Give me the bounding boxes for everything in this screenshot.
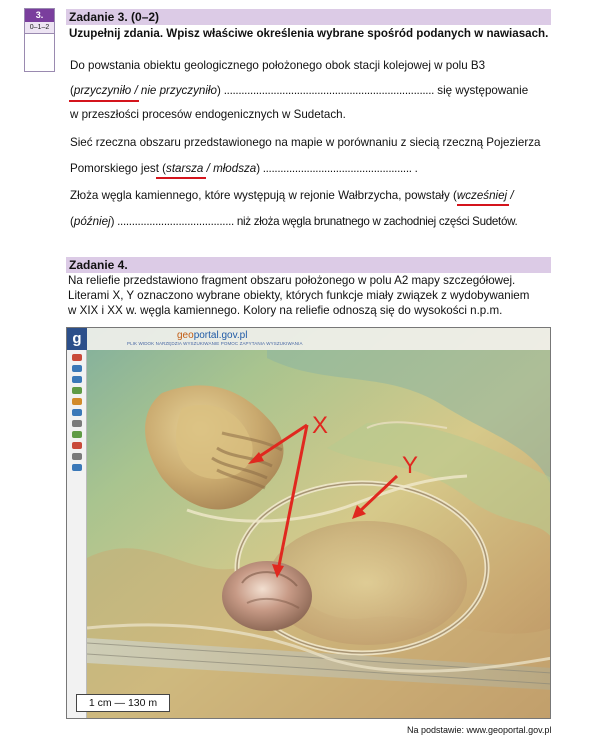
task4-text-line3: w XIX i XX w. węgla kamiennego. Kolory na reliefie odnoszą się do wysokości n.p.m. — [68, 304, 503, 317]
option-wczesniej[interactable]: wcześniej — [457, 189, 507, 202]
sentence1-line3: w przeszłości procesów endogenicznych w Sudetach. — [70, 108, 346, 121]
geoportal-menu[interactable]: PLIK WIDOK NARZĘDZIA WYSZUKIWANIE POMOC ZAPYTANIA WYSZUKIWANIA — [127, 341, 303, 346]
option-starsza[interactable]: starsza — [166, 162, 203, 175]
info-icon[interactable] — [72, 409, 82, 416]
zoom-in-icon[interactable] — [72, 365, 82, 372]
zoom-out-icon[interactable] — [72, 376, 82, 383]
label-y: Y — [402, 452, 419, 479]
sentence3-line2: (później) ........................................ niż złoża węgla brunatnego w zachodniej części Sudetów. — [70, 215, 518, 228]
map-topbar — [87, 328, 551, 350]
help-icon[interactable] — [72, 464, 82, 471]
print-icon[interactable] — [72, 431, 82, 438]
source-note: Na podstawie: www.geoportal.gov.pl — [407, 725, 552, 735]
score-box — [24, 8, 55, 72]
pan-icon[interactable] — [72, 354, 82, 361]
answer-blank-1[interactable]: ........................................................................ — [220, 84, 435, 97]
draw-icon[interactable] — [72, 442, 82, 449]
option-przyczynilo[interactable]: przyczyniło — [74, 84, 131, 97]
option-nie-przyczynilo[interactable]: nie przyczyniło — [140, 84, 217, 97]
option-mlodsza[interactable]: młodsza — [213, 162, 257, 175]
task4-text-line2: Literami X, Y oznaczono wybrane obiekty, których funkcje miały związek z wydobywaniem — [68, 289, 530, 302]
answer-blank-2[interactable]: ) ................................................... . — [256, 162, 418, 175]
task-number: 3. — [25, 9, 54, 22]
sentence2-line2: Pomorskiego jest (starsza / młodsza) ................................................... . — [70, 162, 418, 176]
geoportal-logo: g — [67, 328, 87, 350]
option-pozniej[interactable]: później — [73, 215, 111, 228]
relief-map — [66, 327, 551, 719]
relief-image — [67, 328, 551, 719]
task3-header: Zadanie 3. (0–2) — [66, 9, 551, 25]
layers-icon[interactable] — [72, 398, 82, 405]
answer-blank-3[interactable]: ) ........................................ niż złoża węgla brunatnego w zachodniej części Sudetów. — [110, 215, 518, 228]
map-scale: 1 cm — 130 m — [76, 694, 170, 712]
sentence1-line2: (przyczyniło / nie przyczyniło) ........................................................................ się występowanie — [70, 84, 528, 98]
sentence1-line1: Do powstania obiektu geologicznego położonego obok stacji kolejowej w polu B3 — [70, 59, 486, 72]
points-scale: 0–1–2 — [25, 22, 54, 34]
settings-icon[interactable] — [72, 453, 82, 460]
measure-icon[interactable] — [72, 387, 82, 394]
label-x: X — [312, 412, 329, 439]
sentence2-line1: Sieć rzeczna obszaru przedstawionego na mapie w porównaniu z siecią rzeczną Pojezierza — [70, 136, 541, 149]
sentence3-line1: Złoża węgla kamiennego, które występują w rejonie Wałbrzycha, powstały (wcześniej / — [70, 189, 514, 203]
search-icon[interactable] — [72, 420, 82, 427]
map-toolbar — [67, 328, 87, 719]
task4-header: Zadanie 4. — [66, 257, 551, 273]
geoportal-title: geoportal.gov.pl — [177, 330, 248, 341]
task3-instruction: Uzupełnij zdania. Wpisz właściwe określenia wybrane spośród podanych w nawiasach. — [69, 27, 549, 40]
task4-text-line1: Na reliefie przedstawiono fragment obszaru położonego w polu A2 mapy szczegółowej. — [68, 274, 516, 287]
